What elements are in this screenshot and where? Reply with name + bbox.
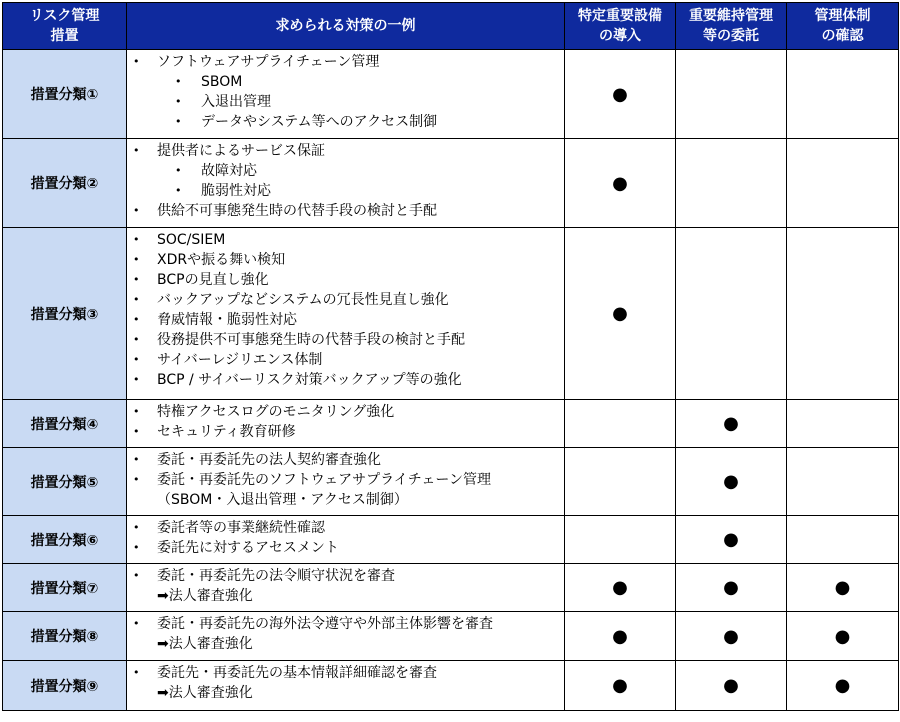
measures-cell — [127, 139, 565, 228]
header-example-measures: 求められる対策の一例 — [127, 3, 565, 50]
measures-cell — [127, 400, 565, 448]
measure-item — [127, 141, 564, 201]
mark-critical-equipment — [565, 516, 676, 564]
mark-maintenance-outsourcing: ● — [676, 661, 787, 711]
measure-text: 委託先に対するアセスメント — [157, 540, 339, 556]
measure-text: 提供者によるサービス保証 — [157, 143, 325, 159]
risk-measures-table — [2, 2, 899, 711]
table-row — [3, 228, 899, 400]
measure-item — [127, 201, 564, 221]
measures-cell — [127, 228, 565, 400]
measure-text: 委託者等の事業継続性確認 — [157, 520, 325, 536]
header-maintenance-outsourcing: 重要維持管理 等の委託 — [676, 3, 787, 50]
mark-management-check — [787, 139, 899, 228]
mark-critical-equipment: ● — [565, 564, 676, 612]
sub-measure-item: • データやシステム等へのアクセス制御 — [157, 112, 564, 132]
sub-measure-item: • 入退出管理 — [157, 92, 564, 112]
measure-item — [127, 250, 564, 270]
measure-text: BCP / サイバーリスク対策バックアップ等の強化 — [157, 372, 462, 388]
measure-item — [127, 402, 564, 422]
measure-item — [127, 586, 564, 606]
mark-critical-equipment: ● — [565, 228, 676, 400]
header-row — [3, 3, 899, 50]
measure-item — [127, 450, 564, 470]
measures-cell — [127, 564, 565, 612]
measure-text: BCPの見直し強化 — [157, 272, 269, 288]
measure-item — [127, 310, 564, 330]
measure-text: （SBOM・入退出管理・アクセス制御） — [157, 492, 408, 508]
measure-text: ➡法人審査強化 — [157, 588, 253, 604]
measure-text: 委託・再委託先の海外法令遵守や外部主体影響を審査 — [157, 616, 493, 632]
mark-critical-equipment: ● — [565, 139, 676, 228]
category-cell: 措置分類⑦ — [3, 564, 127, 612]
category-cell: 措置分類⑤ — [3, 448, 127, 516]
mark-maintenance-outsourcing: ● — [676, 612, 787, 661]
category-cell: 措置分類⑨ — [3, 661, 127, 711]
measure-item — [127, 370, 564, 390]
mark-critical-equipment — [565, 448, 676, 516]
measure-text: 脅威情報・脆弱性対応 — [157, 312, 297, 328]
measure-item — [127, 422, 564, 442]
measure-list — [127, 612, 564, 654]
measure-item — [127, 230, 564, 250]
measure-text: ソフトウェアサプライチェーン管理 — [157, 54, 380, 70]
category-cell: 措置分類② — [3, 139, 127, 228]
header-risk-measure: リスク管理 措置 — [3, 3, 127, 50]
header-critical-equipment: 特定重要設備 の導入 — [565, 3, 676, 50]
measure-text: XDRや振る舞い検知 — [157, 252, 286, 268]
measure-text: 供給不可事態発生時の代替手段の検討と手配 — [157, 203, 437, 219]
measure-list — [127, 564, 564, 606]
mark-maintenance-outsourcing: ● — [676, 564, 787, 612]
measures-cell — [127, 50, 565, 139]
mark-management-check: ● — [787, 564, 899, 612]
measures-cell — [127, 612, 565, 661]
measure-item — [127, 683, 564, 703]
table-row — [3, 516, 899, 564]
measures-cell — [127, 448, 565, 516]
category-cell: 措置分類③ — [3, 228, 127, 400]
category-cell: 措置分類① — [3, 50, 127, 139]
mark-maintenance-outsourcing — [676, 228, 787, 400]
measure-text: ➡法人審査強化 — [157, 685, 253, 701]
mark-critical-equipment: ● — [565, 50, 676, 139]
sub-measure-item: • 脆弱性対応 — [157, 181, 564, 201]
measure-item — [127, 634, 564, 654]
table-row — [3, 564, 899, 612]
mark-management-check: ● — [787, 612, 899, 661]
measure-item — [127, 614, 564, 634]
measure-text: ➡法人審査強化 — [157, 636, 253, 652]
measure-list — [127, 516, 564, 558]
header-management-check: 管理体制 の確認 — [787, 3, 899, 50]
table-row — [3, 661, 899, 711]
measure-item — [127, 290, 564, 310]
measure-item — [127, 566, 564, 586]
mark-maintenance-outsourcing — [676, 50, 787, 139]
table-row — [3, 139, 899, 228]
sub-measure-item: • 故障対応 — [157, 161, 564, 181]
measure-item — [127, 518, 564, 538]
measure-list — [127, 400, 564, 442]
mark-maintenance-outsourcing: ● — [676, 516, 787, 564]
measure-list — [127, 139, 564, 221]
measure-item — [127, 270, 564, 290]
measure-item — [127, 350, 564, 370]
measure-item — [127, 490, 564, 510]
measure-item — [127, 330, 564, 350]
measure-text: バックアップなどシステムの冗長性見直し強化 — [157, 292, 449, 308]
measure-text: サイバーレジリエンス体制 — [157, 352, 323, 368]
sub-measure-item: • SBOM — [157, 72, 564, 92]
table-header — [3, 3, 899, 50]
mark-management-check — [787, 516, 899, 564]
category-cell: 措置分類④ — [3, 400, 127, 448]
measure-text: 委託・再委託先の法人契約審査強化 — [157, 452, 381, 468]
table-body — [3, 50, 899, 711]
measures-cell — [127, 661, 565, 711]
measure-text: SOC/SIEM — [157, 232, 226, 248]
sub-measure-list — [157, 72, 564, 132]
measure-item — [127, 52, 564, 132]
measure-item — [127, 470, 564, 490]
measure-text: 委託先・再委託先の基本情報詳細確認を審査 — [157, 665, 437, 681]
mark-critical-equipment: ● — [565, 661, 676, 711]
measure-list — [127, 50, 564, 132]
measure-text: セキュリティ教育研修 — [157, 424, 296, 440]
measure-text: 役務提供不可事態発生時の代替手段の検討と手配 — [157, 332, 465, 348]
mark-maintenance-outsourcing: ● — [676, 400, 787, 448]
measure-item — [127, 538, 564, 558]
table-row — [3, 612, 899, 661]
measure-list — [127, 228, 564, 390]
measure-text: 委託・再委託先のソフトウェアサプライチェーン管理 — [157, 472, 492, 488]
measure-item — [127, 663, 564, 683]
measure-text: 委託・再委託先の法令順守状況を審査 — [157, 568, 395, 584]
mark-management-check — [787, 448, 899, 516]
sub-measure-list — [157, 161, 564, 201]
mark-maintenance-outsourcing: ● — [676, 448, 787, 516]
category-cell: 措置分類⑧ — [3, 612, 127, 661]
table-row — [3, 448, 899, 516]
table-row — [3, 50, 899, 139]
measures-cell — [127, 516, 565, 564]
measure-list — [127, 661, 564, 703]
measure-list — [127, 448, 564, 510]
category-cell: 措置分類⑥ — [3, 516, 127, 564]
mark-management-check — [787, 400, 899, 448]
mark-maintenance-outsourcing — [676, 139, 787, 228]
mark-management-check — [787, 50, 899, 139]
mark-critical-equipment: ● — [565, 612, 676, 661]
mark-critical-equipment — [565, 400, 676, 448]
mark-management-check — [787, 228, 899, 400]
measure-text: 特権アクセスログのモニタリング強化 — [157, 404, 395, 420]
table-row — [3, 400, 899, 448]
mark-management-check: ● — [787, 661, 899, 711]
